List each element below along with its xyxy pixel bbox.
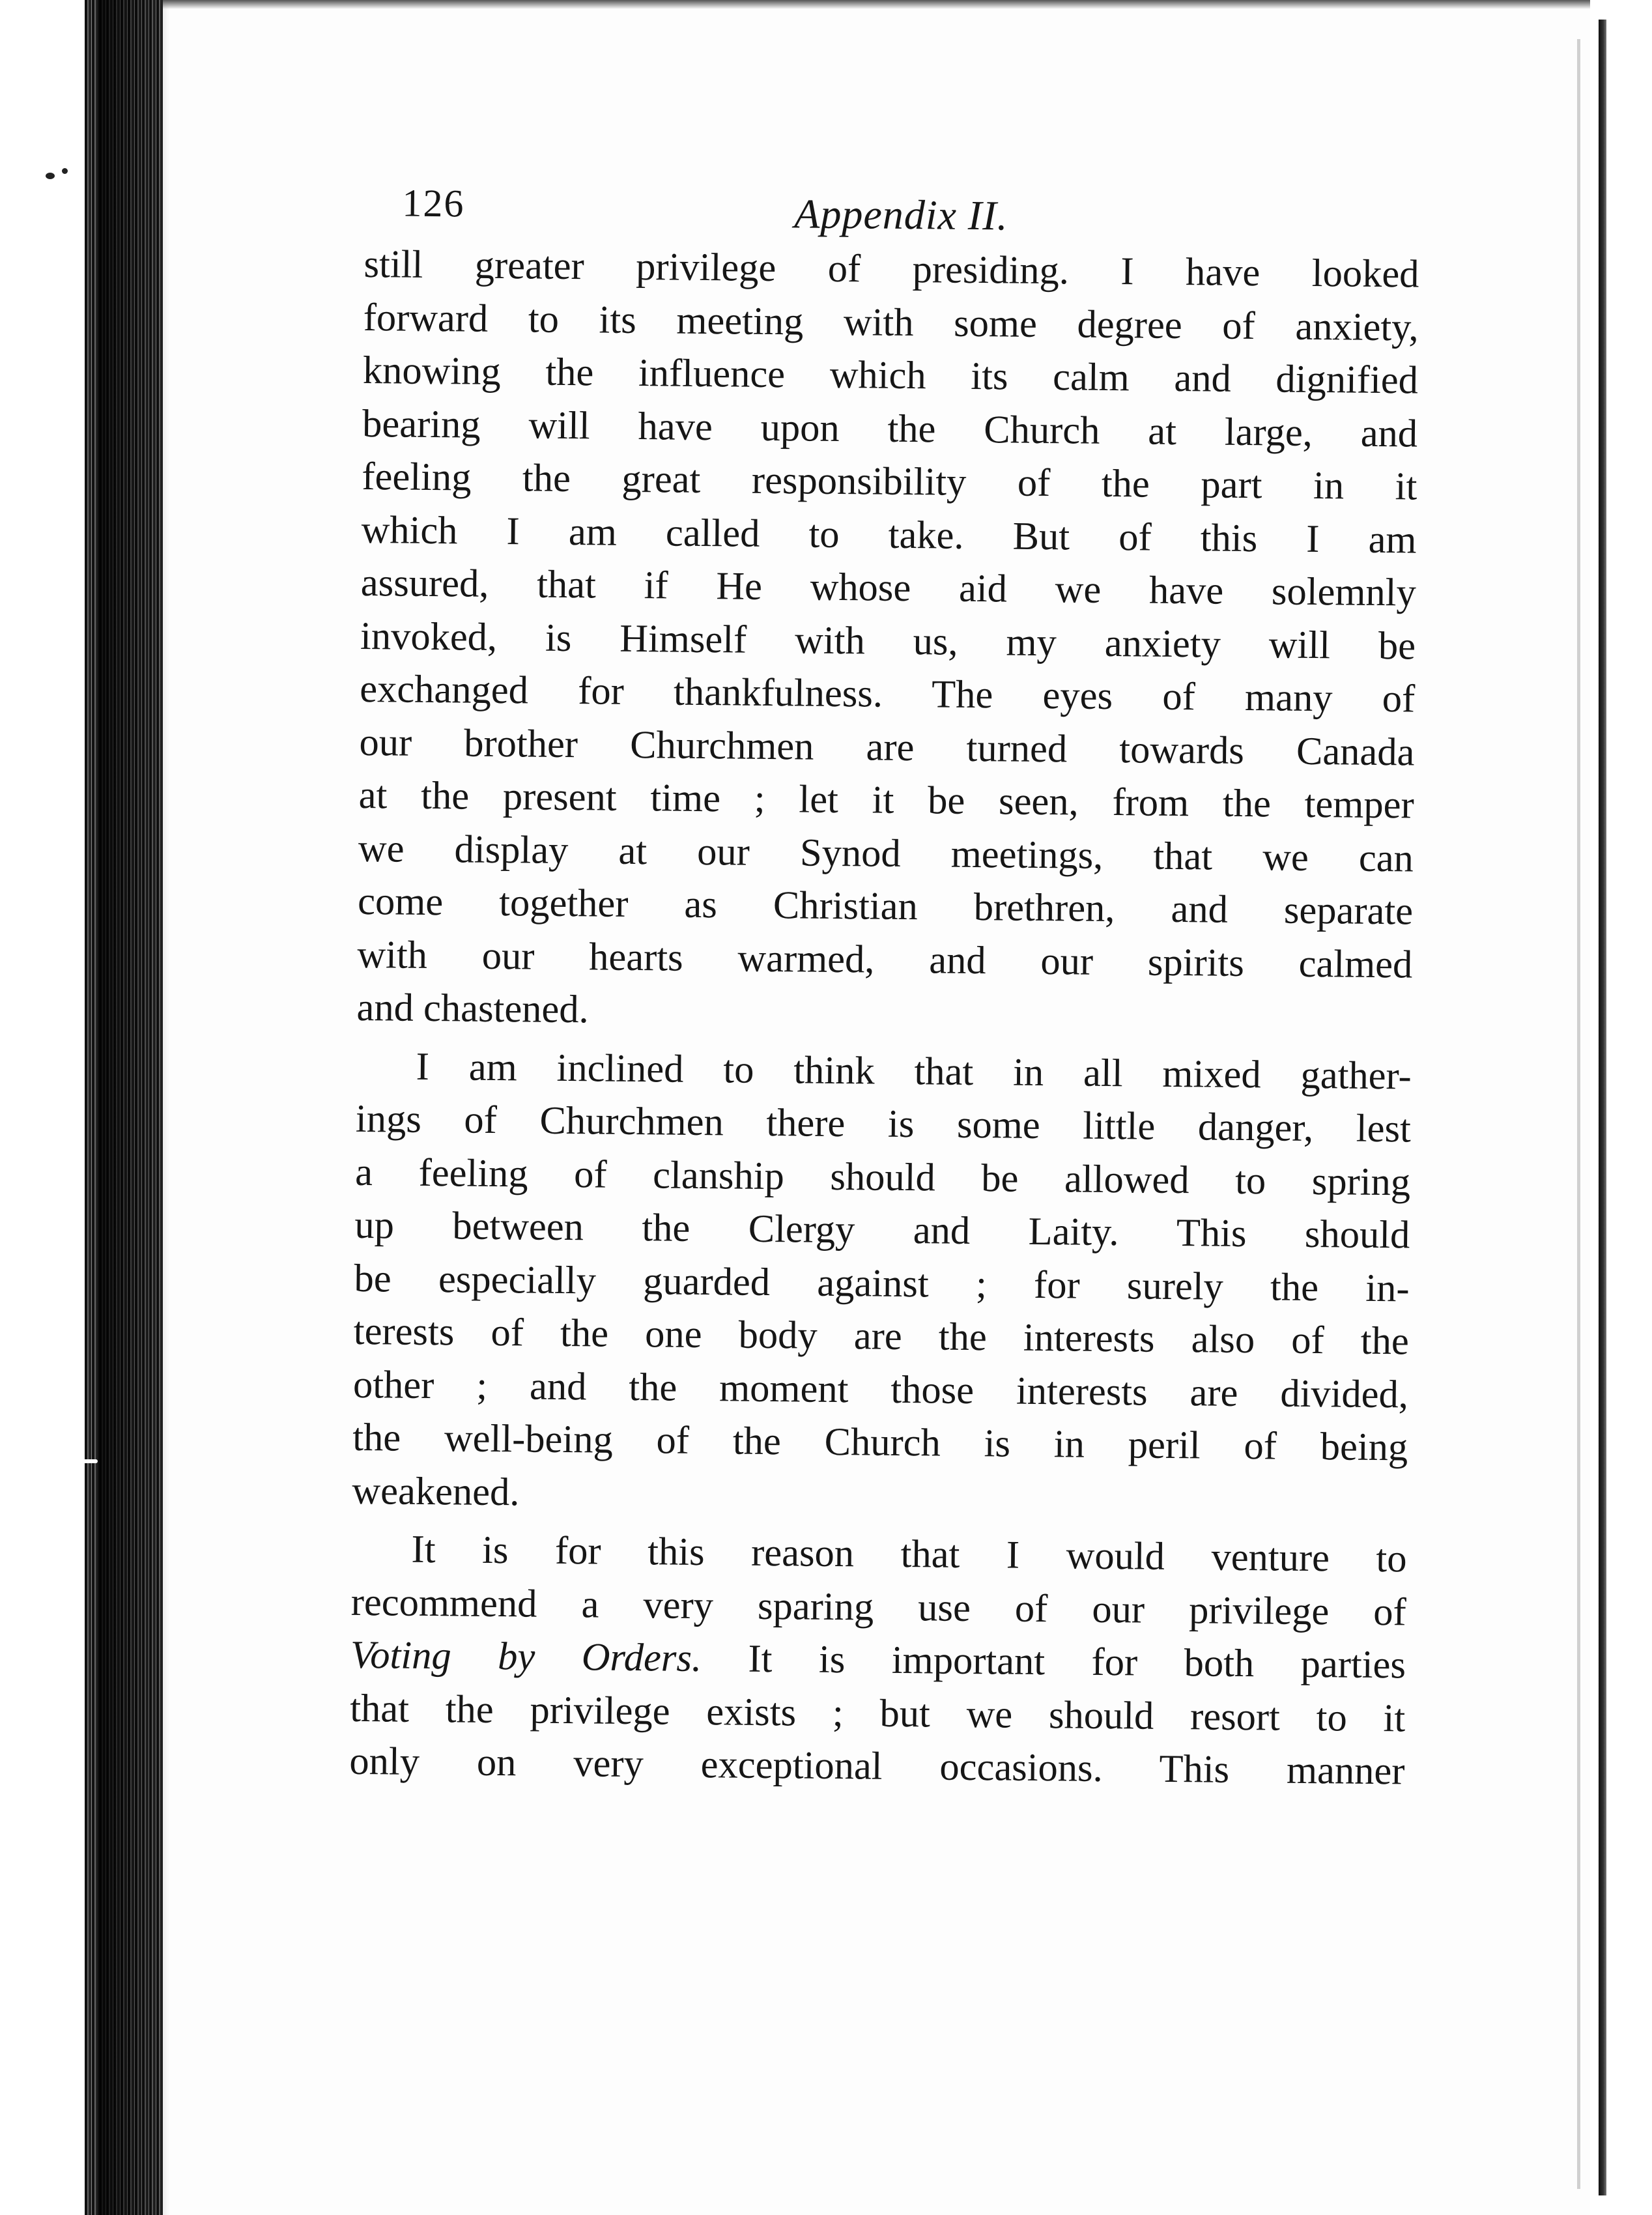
text-line: be especially guarded against ; for surely the in- [354,1256,1410,1310]
text-line: and chastened. [356,985,590,1032]
text-line: assured, that if He whose aid we have solemnly [360,560,1417,615]
italic-phrase: Voting by Orders. [350,1633,702,1681]
text-line: other ; and the moment those interests are divided, [352,1362,1409,1416]
text-line: that the privilege exists ; but we should resort to it [349,1686,1406,1740]
text-line: with our hearts warmed, and our spirits calmed [357,932,1413,986]
scan-mark [20,1459,98,1463]
text-line: at the present time ; let it be seen, from the temper [358,773,1414,827]
text-line: only on very exceptional occasions. This manner [349,1739,1405,1793]
text-line: we display at our Synod meetings, that we can [358,826,1414,881]
text-line: terests of the one body are the interests also of the [353,1309,1410,1364]
text-line: still greater privilege of presiding. I have looked [363,242,1419,296]
text-line: bearing will have upon the Church at large, and [362,401,1418,456]
paragraph-1 [356,238,1419,1044]
text-line: up between the Clergy and Laity. This should [354,1203,1410,1257]
running-head-title: Appendix II. [793,190,1008,239]
text-line [350,1629,1406,1692]
text-line: ings of Churchmen there is some little danger, lest [355,1096,1412,1151]
text-fragment: It is important for both parties [701,1636,1406,1687]
page-number: 126 [402,181,465,225]
scan-speck [46,173,55,179]
text-line: exchanged for thankfulness. The eyes of many of [359,666,1416,721]
page-edge-line [1577,39,1580,2189]
text-line: knowing the influence which its calm and dignified [362,348,1419,403]
text-line: It is for this reason that I would venture to [411,1527,1407,1581]
text-line: I am inclined to think that in all mixed gather- [416,1044,1412,1098]
text-line: the well-being of the Church is in peril of being [352,1415,1408,1470]
text-line: forward to its meeting with some degree of anxiety, [363,295,1419,350]
text-line: a feeling of clanship should be allowed to spring [354,1150,1411,1204]
text-line: feeling the great responsibility of the part in it [362,454,1417,509]
text-line: come together as Christian brethren, and separate [357,879,1414,934]
scan-left-margin [0,0,91,2215]
text-line: our brother Churchmen are turned towards Canada [359,720,1415,775]
running-head [364,166,1420,248]
facing-page-edge [1599,20,1606,2195]
gutter-shadow [98,0,169,2215]
text-line: recommend a very sparing use of our privilege of [350,1580,1407,1634]
text-line: which I am called to take. But of this I am [361,507,1417,562]
top-edge-shadow [163,0,1596,9]
text-line: invoked, is Himself with us, my anxiety will be [360,614,1416,668]
page-body [349,166,1420,1798]
scan-speck [62,168,68,174]
paragraph-3 [349,1522,1407,1798]
paragraph-2 [352,1039,1412,1527]
text-line: weakened. [352,1468,520,1514]
